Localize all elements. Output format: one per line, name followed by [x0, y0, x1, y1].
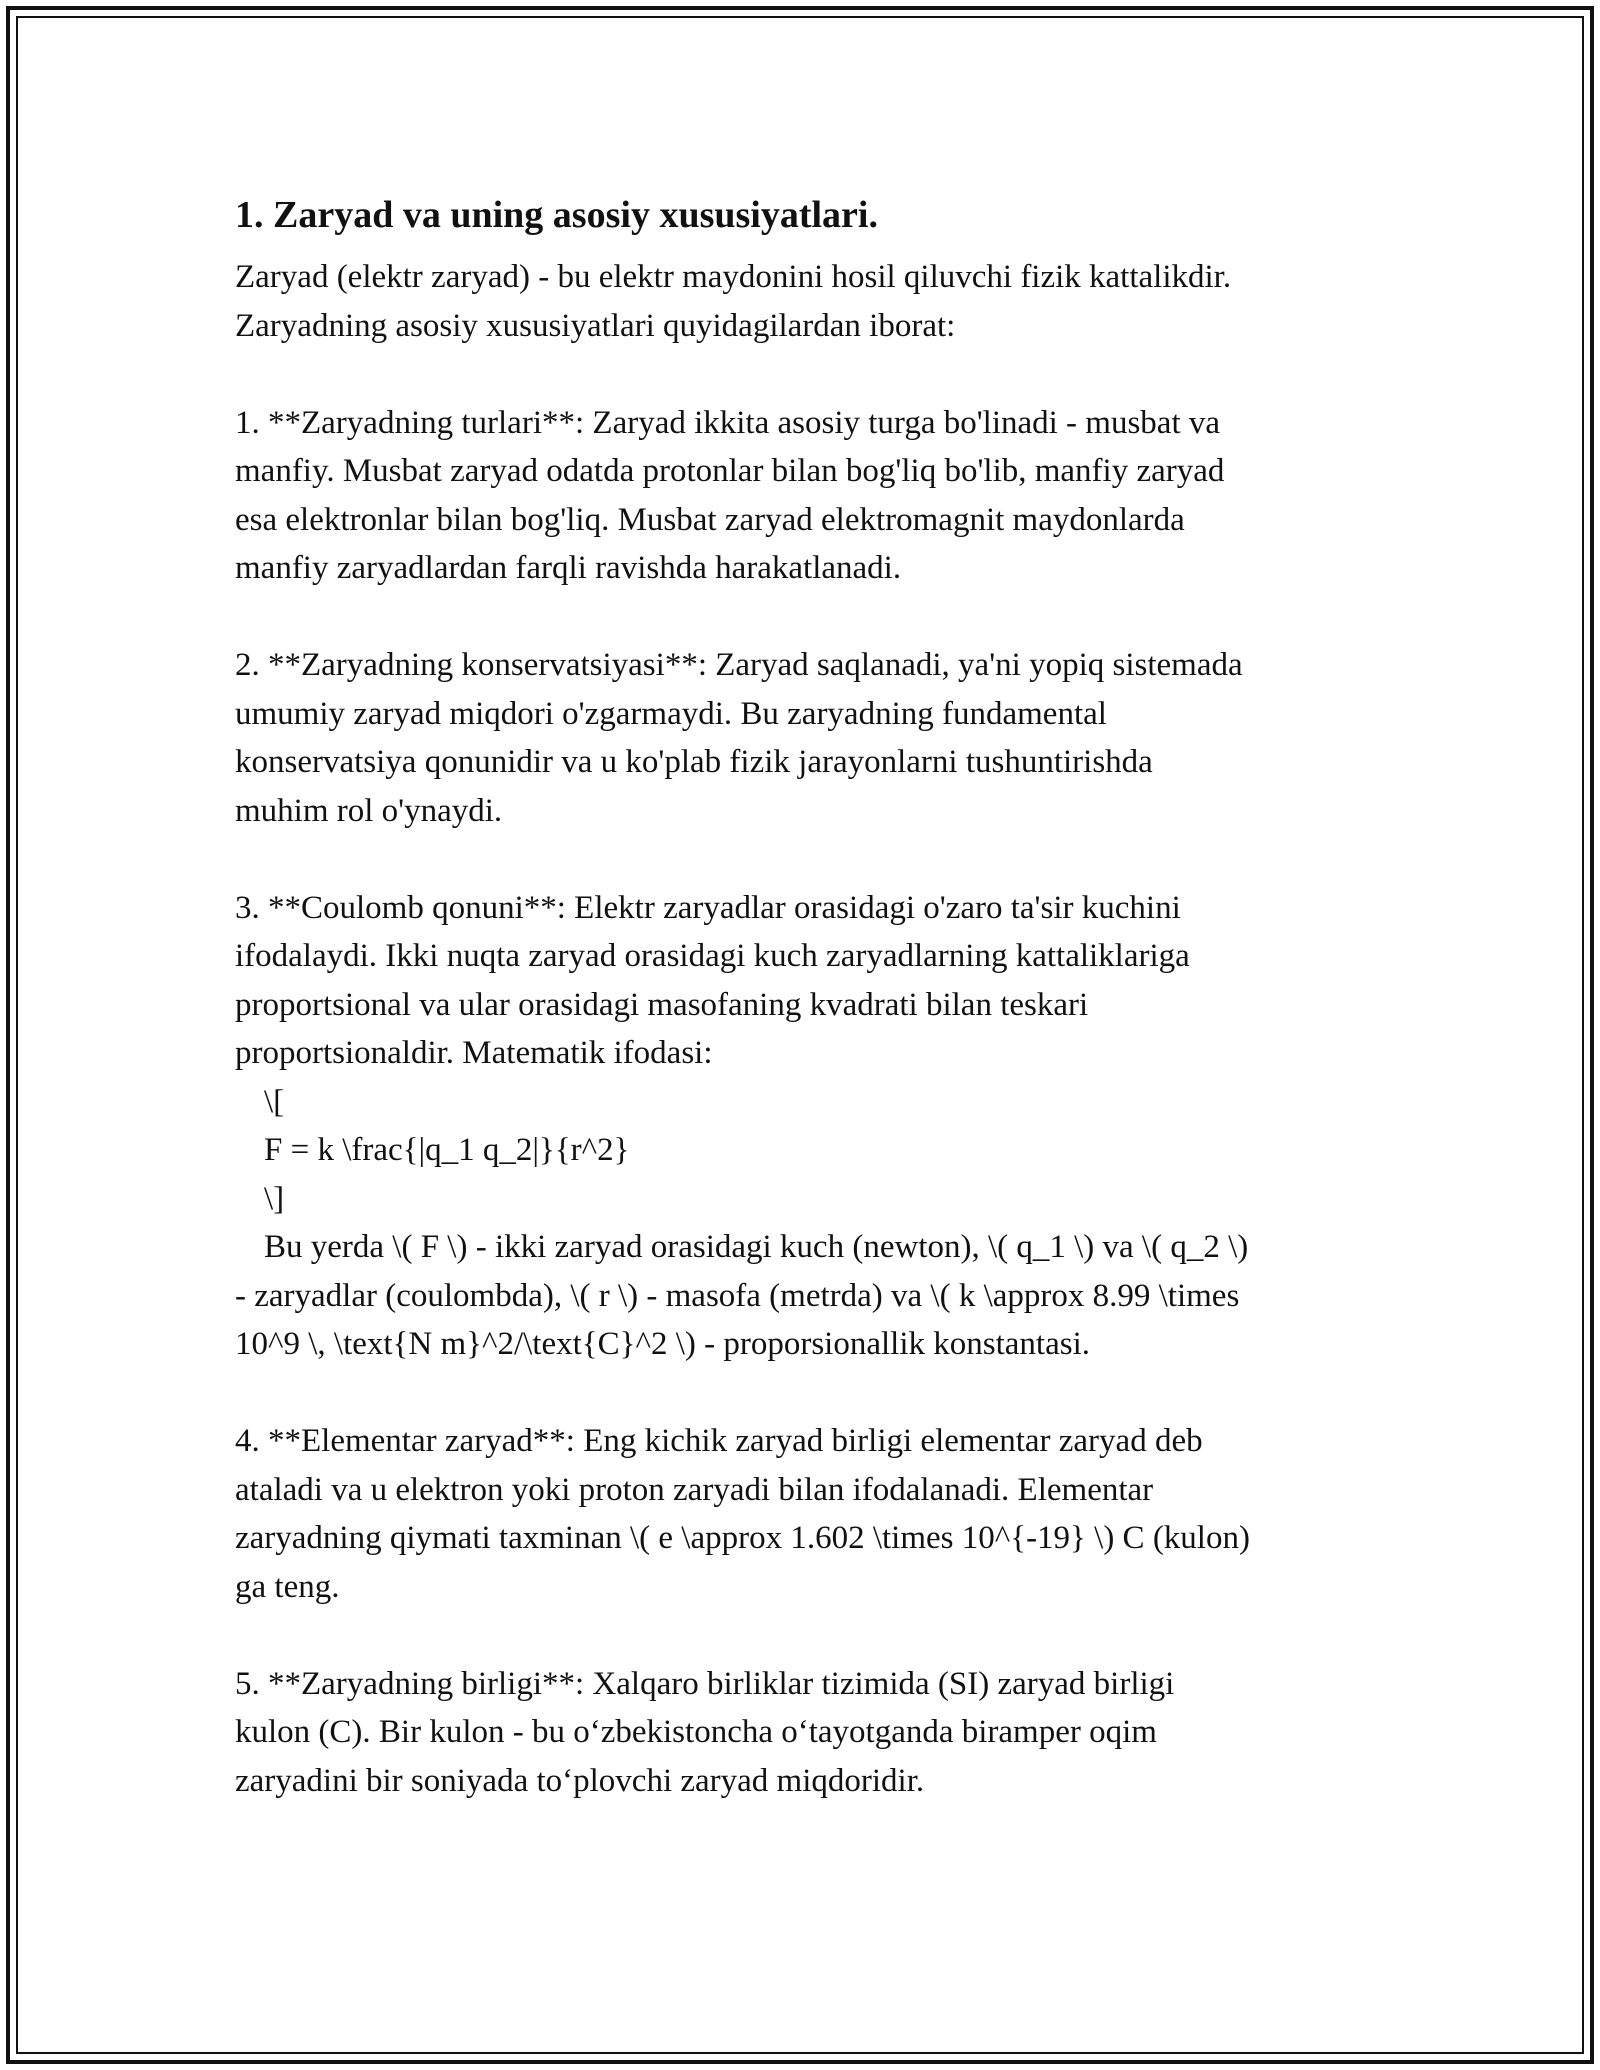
document-body — [235, 185, 1385, 1805]
item-line: ga teng. — [235, 1568, 340, 1605]
item-line: ataladi va u elektron yoki proton zaryadi bilan ifodalanadi. Elementar — [235, 1471, 1154, 1508]
item-line: zaryadini bir soniyada to‘plovchi zaryad miqdoridir. — [235, 1762, 925, 1799]
item-coulomb-law — [235, 884, 1385, 1369]
formula-line: \[ — [264, 1083, 285, 1120]
paragraph-spacer — [235, 593, 1385, 642]
item-line: manfiy. Musbat zaryad odatda protonlar bilan bog'liq bo'lib, manfiy zaryad — [235, 453, 1225, 489]
intro-paragraph — [235, 253, 1385, 350]
item-line: ifodalaydi. Ikki nuqta zaryad orasidagi kuch zaryadlarning kattaliklariga — [235, 938, 1190, 974]
item-line: esa elektronlar bilan bog'liq. Musbat zaryad elektromagnit maydonlarda — [235, 501, 1185, 538]
paragraph-spacer — [235, 835, 1385, 884]
item-line: kulon (C). Bir kulon - bu o‘zbekistoncha o‘tayotganda biramper oqim — [235, 1714, 1157, 1750]
heading-spacer — [235, 245, 1385, 253]
paragraph-spacer — [235, 1369, 1385, 1418]
item-line: 4. **Elementar zaryad**: Eng kichik zaryad birligi elementar zaryad deb — [235, 1423, 1203, 1459]
formula-line: F = k \frac{|q_1 q_2|}{r^2} — [264, 1132, 630, 1168]
item-line: umumiy zaryad miqdori o'zgarmaydi. Bu zaryadning fundamental — [235, 695, 1107, 732]
item-elementary-charge — [235, 1417, 1385, 1611]
paragraph-spacer — [235, 1611, 1385, 1660]
item-line: manfiy zaryadlardan farqli ravishda harakatlanadi. — [235, 550, 902, 586]
intro-line: Zaryadning asosiy xususiyatlari quyidagilardan iborat: — [235, 307, 956, 344]
item-line: - zaryadlar (coulombda), \( r \) - masofa (metrda) va \( k \approx 8.99 \times — [235, 1277, 1240, 1314]
item-line: 3. **Coulomb qonuni**: Elektr zaryadlar orasidagi o'zaro ta'sir kuchini — [235, 889, 1181, 926]
item-charge-types — [235, 399, 1385, 593]
item-charge-unit — [235, 1660, 1385, 1806]
item-line: 10^9 \, \text{N m}^2/\text{C}^2 \) - proporsionallik konstantasi. — [235, 1326, 1090, 1362]
section-heading: 1. Zaryad va uning asosiy xususiyatlari. — [235, 194, 878, 236]
item-line: proportsionaldir. Matematik ifodasi: — [235, 1035, 713, 1071]
item-line: Bu yerda \( F \) - ikki zaryad orasidagi kuch (newton), \( q_1 \) va \( q_2 \) — [264, 1229, 1249, 1265]
item-line: 5. **Zaryadning birligi**: Xalqaro birliklar tizimida (SI) zaryad birligi — [235, 1665, 1175, 1702]
item-line: konservatsiya qonunidir va u ko'plab fizik jarayonlarni tushuntirishda — [235, 744, 1153, 780]
item-line: muhim rol o'ynaydi. — [235, 792, 503, 829]
intro-line: Zaryad (elektr zaryad) - bu elektr maydonini hosil qiluvchi fizik kattalikdir. — [235, 259, 1232, 295]
item-line: 1. **Zaryadning turlari**: Zaryad ikkita asosiy turga bo'linadi - musbat va — [235, 404, 1221, 441]
item-line: zaryadning qiymati taxminan \( e \approx 1.602 \times 10^{-19} \) C (kulon) — [235, 1520, 1250, 1556]
formula-line: \] — [264, 1180, 285, 1217]
item-line: proportsional va ular orasidagi masofaning kvadrati bilan teskari — [235, 986, 1089, 1023]
paragraph-spacer — [235, 350, 1385, 399]
item-charge-conservation — [235, 641, 1385, 835]
item-line: 2. **Zaryadning konservatsiyasi**: Zaryad saqlanadi, ya'ni yopiq sistemada — [235, 647, 1243, 683]
